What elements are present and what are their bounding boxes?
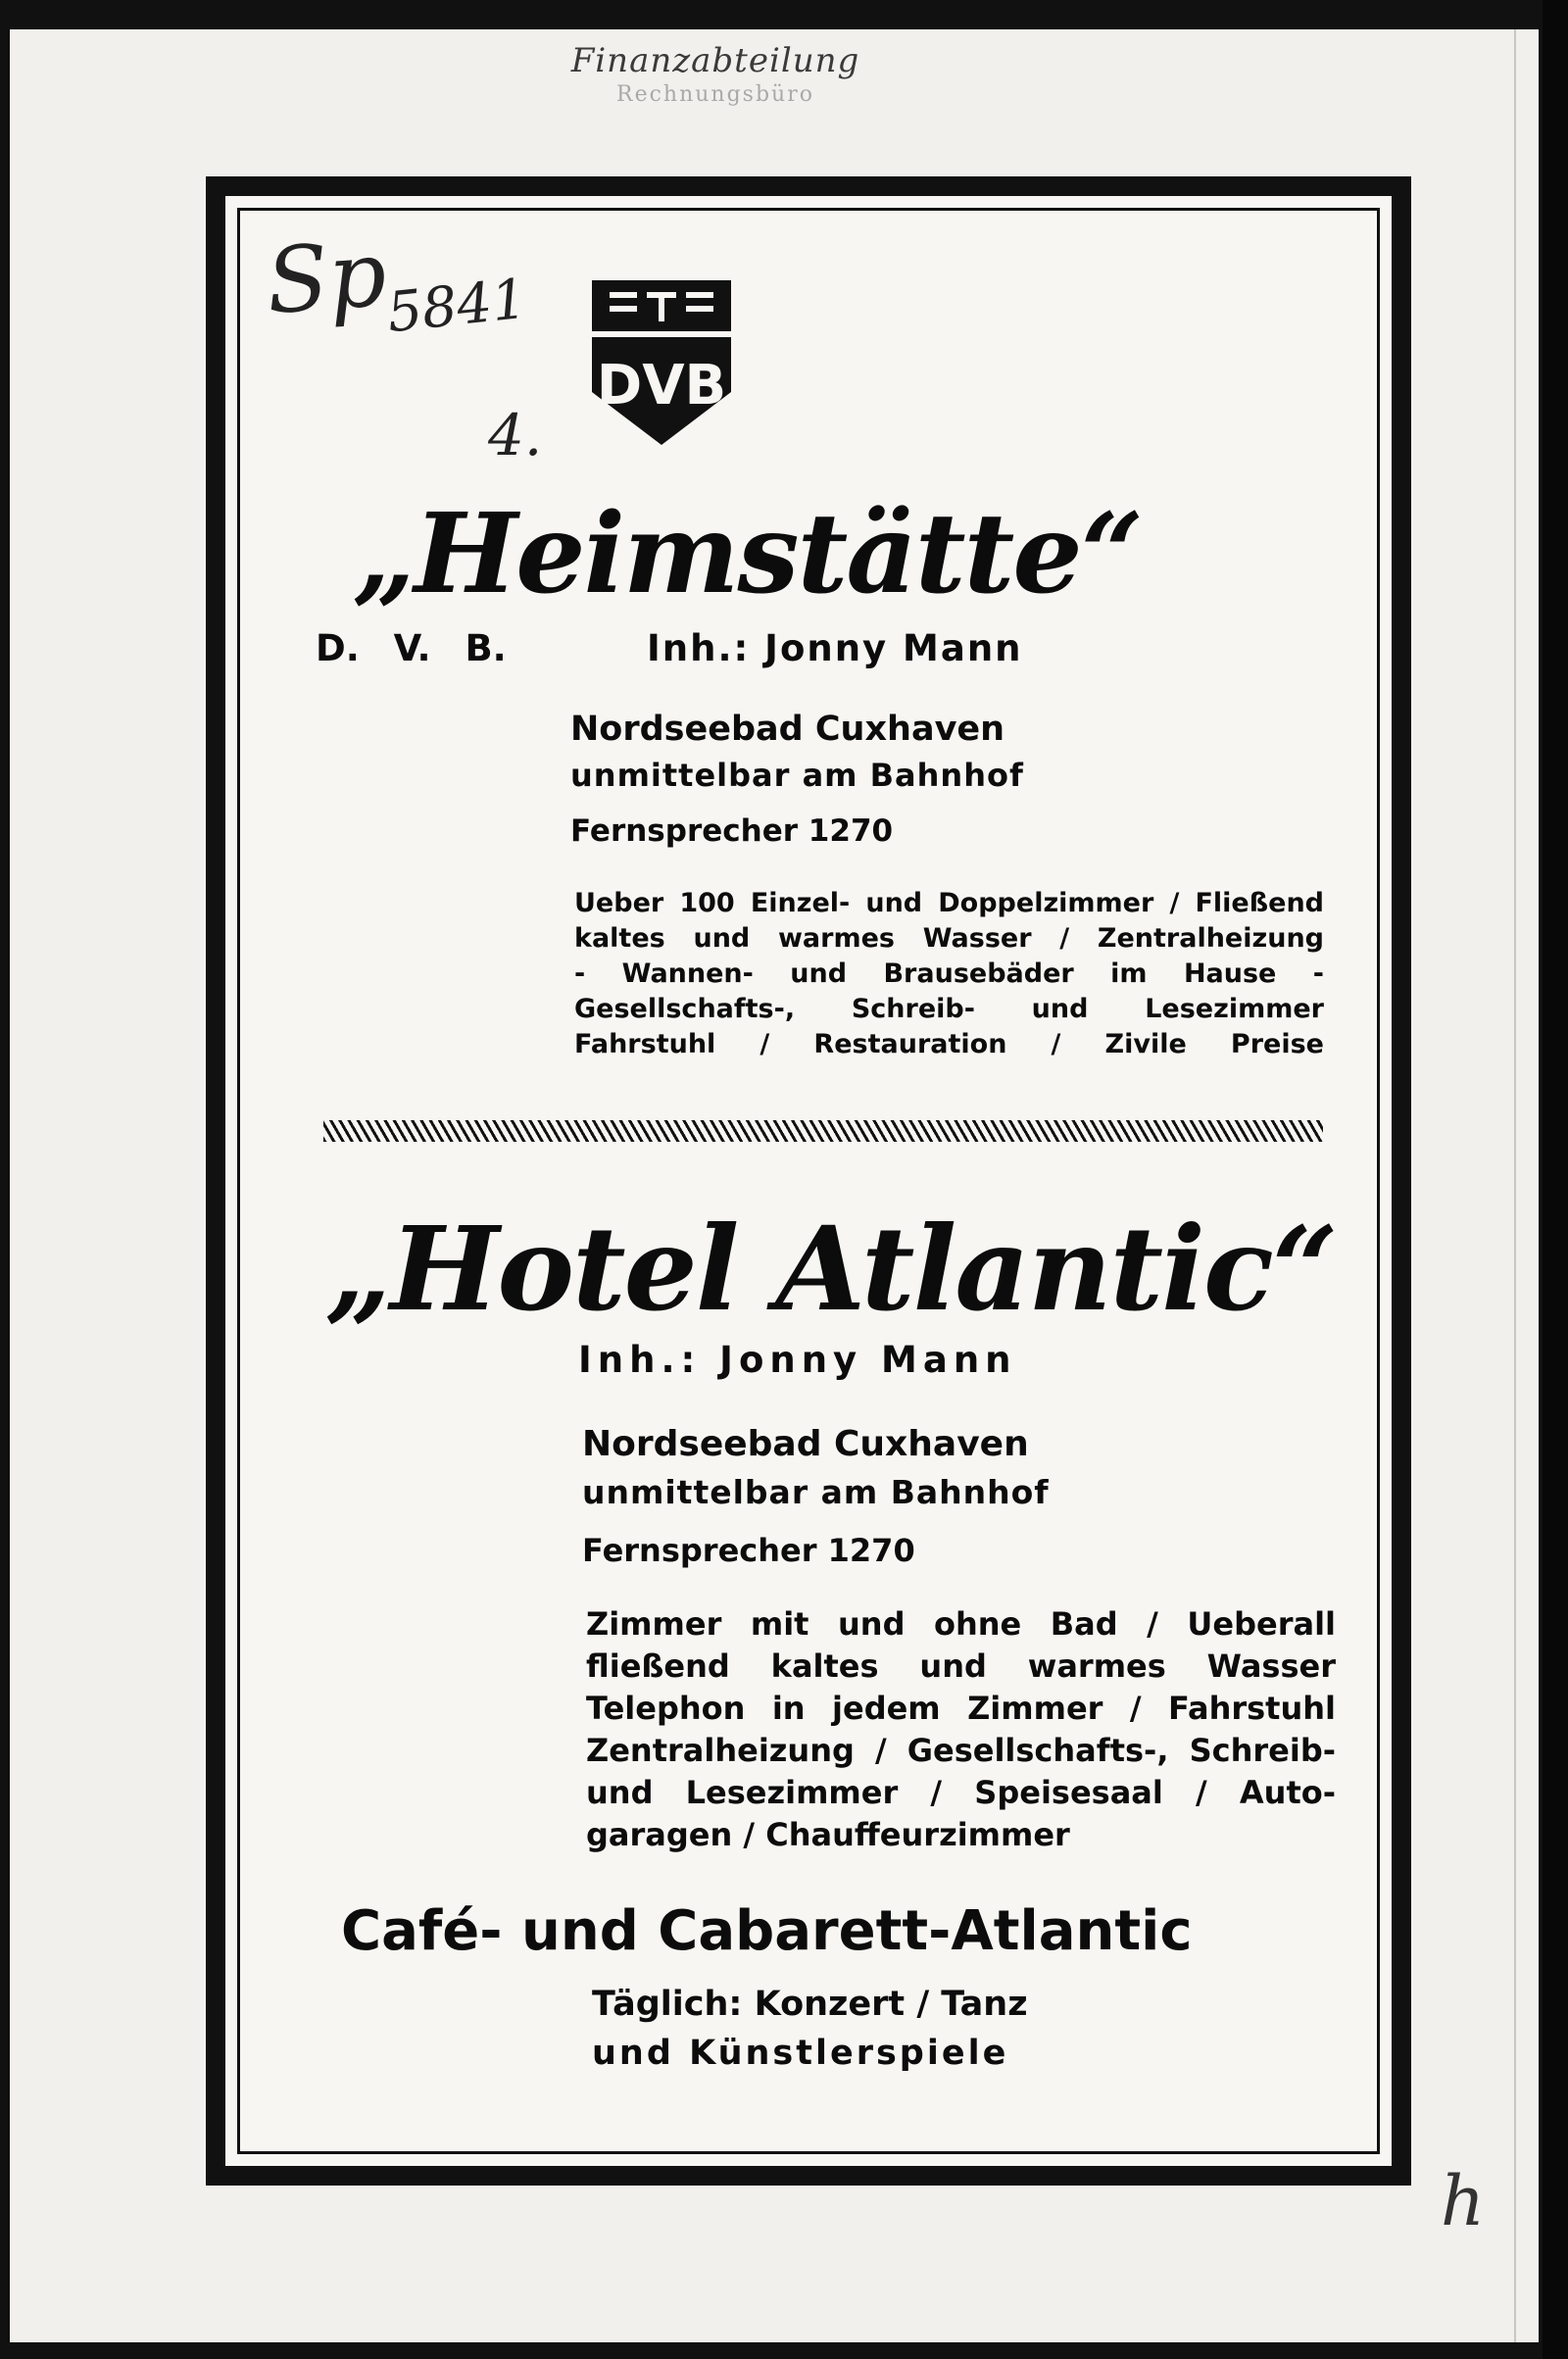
stamp-subtitle: Rechnungsbüro xyxy=(616,82,814,107)
cafe-heading: Café- und Cabarett-Atlantic xyxy=(341,1899,1193,1963)
heimstaette-title: „Heimstätte“ xyxy=(353,490,1143,618)
amenity-line: - Wannen- und Brausebäder im Hause - xyxy=(574,958,1324,989)
atlantic-location: Nordseebad Cuxhaven xyxy=(582,1424,1029,1464)
amenity-line: Ueber 100 Einzel- und Doppelzimmer / Fließend xyxy=(574,888,1324,918)
heimstaette-location: Nordseebad Cuxhaven xyxy=(570,710,1005,749)
amenity-line: Telephon in jedem Zimmer / Fahrstuhl xyxy=(586,1690,1336,1727)
heimstaette-amenities xyxy=(574,886,1324,1062)
cafe-schedule xyxy=(592,1980,1028,2078)
atlantic-phone: Fernsprecher 1270 xyxy=(582,1532,915,1569)
archive-stamp xyxy=(549,41,882,107)
atlantic-station-note: unmittelbar am Bahnhof xyxy=(582,1473,1050,1511)
handwritten-bottom-mark: h xyxy=(1441,2161,1486,2241)
amenity-line: Gesellschafts-, Schreib- und Lesezimmer xyxy=(574,994,1324,1024)
amenity-line: Zentralheizung / Gesellschafts-, Schreib- xyxy=(586,1732,1336,1769)
handwritten-initials: Sp xyxy=(263,221,390,335)
amenity-line: Zimmer mit und ohne Bad / Ueberall xyxy=(586,1605,1336,1643)
handwritten-number: 5841 xyxy=(383,267,530,346)
advertisement-frame xyxy=(206,176,1411,2186)
amenity-line: fließend kaltes und warmes Wasser xyxy=(586,1647,1336,1685)
heimstaette-phone: Fernsprecher 1270 xyxy=(570,813,894,849)
heimstaette-dvb-label: D. V. B. xyxy=(316,627,507,669)
page-fold-line xyxy=(1514,29,1516,2342)
amenity-line: und Lesezimmer / Speisesaal / Auto- xyxy=(586,1774,1336,1811)
heimstaette-station-note: unmittelbar am Bahnhof xyxy=(570,757,1024,794)
dvb-shield-icon xyxy=(588,276,735,449)
heimstaette-owner: Inh.: Jonny Mann xyxy=(647,627,1023,669)
schedule-line: und Künstlerspiele xyxy=(592,2034,1009,2073)
amenity-line: Fahrstuhl / Restauration / Zivile Preise xyxy=(574,1029,1324,1059)
atlantic-owner: Inh.: Jonny Mann xyxy=(578,1339,1017,1381)
atlantic-title: „Hotel Atlantic“ xyxy=(325,1201,1337,1337)
logo-letters: DVB xyxy=(596,354,727,418)
scan-edge xyxy=(1543,0,1568,2359)
schedule-line: Täglich: Konzert / Tanz xyxy=(592,1985,1028,2024)
stamp-title: Finanzabteilung xyxy=(570,41,860,80)
handwritten-mark: 4. xyxy=(488,402,543,468)
atlantic-amenities xyxy=(586,1603,1336,1856)
amenity-line: kaltes und warmes Wasser / Zentralheizung xyxy=(574,923,1324,954)
hatched-divider xyxy=(323,1120,1323,1142)
amenity-line: garagen / Chauffeurzimmer xyxy=(586,1816,1070,1853)
